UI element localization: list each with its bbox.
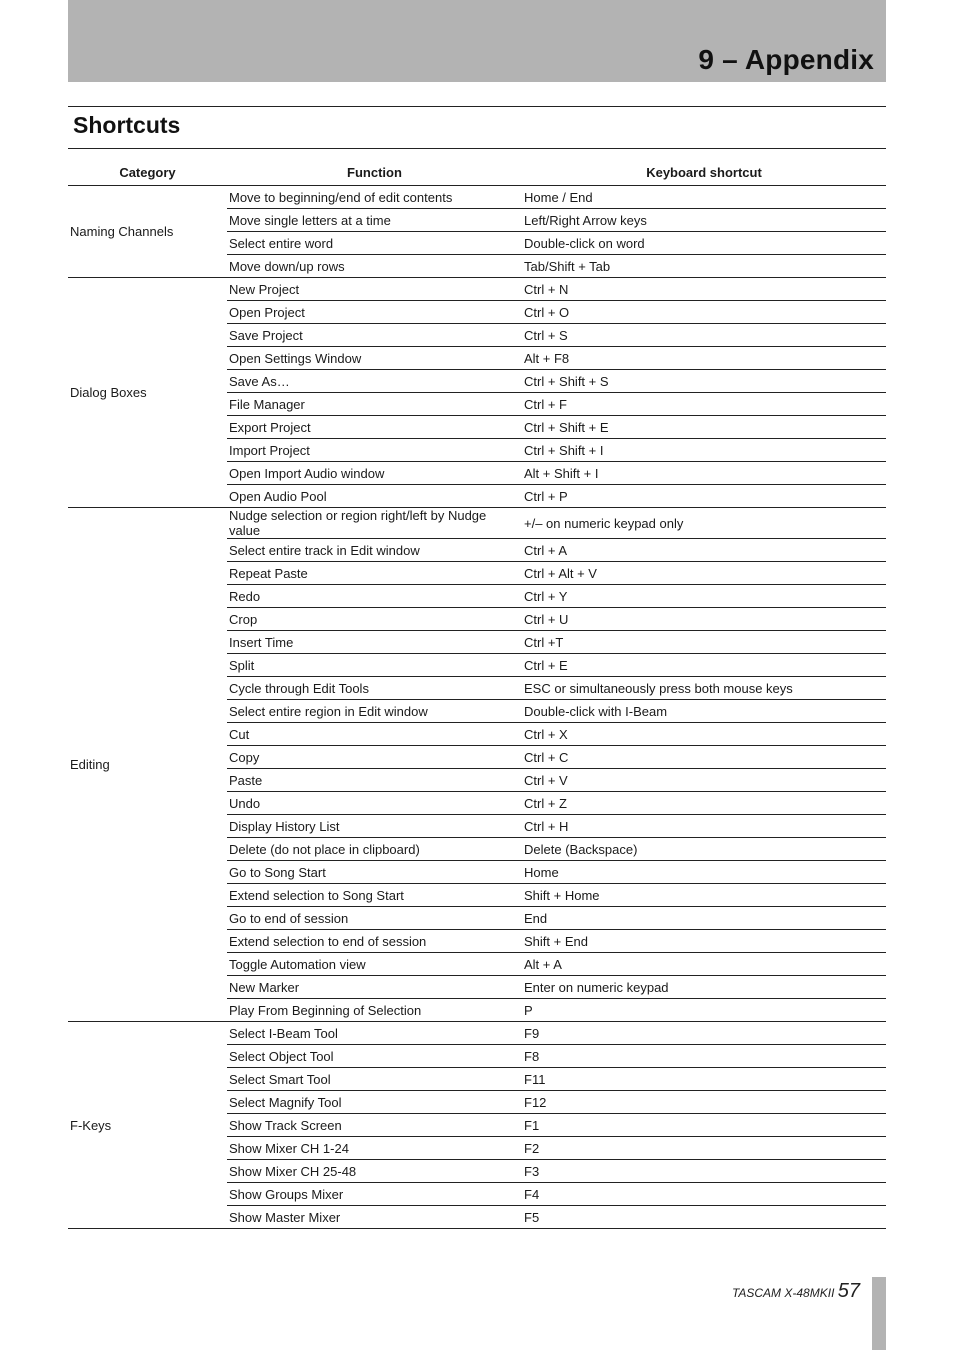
section-rule-top <box>68 106 886 107</box>
shortcut-cell: Ctrl + S <box>522 324 886 347</box>
function-cell: Cut <box>227 723 522 746</box>
function-cell: Extend selection to Song Start <box>227 884 522 907</box>
function-cell: Crop <box>227 608 522 631</box>
shortcut-cell: F3 <box>522 1160 886 1183</box>
shortcut-cell: Ctrl + N <box>522 278 886 301</box>
page-number: 57 <box>837 1280 860 1302</box>
shortcut-cell: Ctrl + E <box>522 654 886 677</box>
shortcut-cell: F2 <box>522 1137 886 1160</box>
function-cell: Repeat Paste <box>227 562 522 585</box>
function-cell: Select Smart Tool <box>227 1068 522 1091</box>
column-header-function: Function <box>227 160 522 186</box>
footer-product: TASCAM X-48MKII <box>731 1286 835 1300</box>
function-cell: Display History List <box>227 815 522 838</box>
table-body <box>68 186 886 1229</box>
function-cell: New Project <box>227 278 522 301</box>
shortcut-cell: Ctrl + A <box>522 539 886 562</box>
chapter-header-band <box>68 0 886 82</box>
column-header-category: Category <box>68 160 227 186</box>
shortcut-cell: Home <box>522 861 886 884</box>
section-rule-bottom <box>68 148 886 149</box>
function-cell: Cycle through Edit Tools <box>227 677 522 700</box>
function-cell: Play From Beginning of Selection <box>227 999 522 1022</box>
function-cell: Save Project <box>227 324 522 347</box>
shortcut-cell: Ctrl + F <box>522 393 886 416</box>
shortcut-cell: Ctrl + Shift + E <box>522 416 886 439</box>
shortcut-cell: Ctrl +T <box>522 631 886 654</box>
function-cell: Move single letters at a time <box>227 209 522 232</box>
shortcut-cell: P <box>522 999 886 1022</box>
shortcut-cell: End <box>522 907 886 930</box>
function-cell: Go to end of session <box>227 907 522 930</box>
function-cell: Select I-Beam Tool <box>227 1022 522 1045</box>
shortcut-cell: Ctrl + V <box>522 769 886 792</box>
function-cell: Split <box>227 654 522 677</box>
chapter-title: 9 – Appendix <box>698 44 874 75</box>
function-cell: New Marker <box>227 976 522 999</box>
table-header-row <box>68 160 886 186</box>
section-title: Shortcuts <box>73 112 181 138</box>
shortcut-cell: F4 <box>522 1183 886 1206</box>
function-cell: Go to Song Start <box>227 861 522 884</box>
function-cell: Show Mixer CH 1-24 <box>227 1137 522 1160</box>
shortcut-cell: Ctrl + O <box>522 301 886 324</box>
shortcut-cell: F8 <box>522 1045 886 1068</box>
shortcut-cell: ESC or simultaneously press both mouse keys <box>522 677 886 700</box>
function-cell: Export Project <box>227 416 522 439</box>
category-cell: Editing <box>68 508 227 1022</box>
function-cell: Import Project <box>227 439 522 462</box>
shortcut-cell: Ctrl + U <box>522 608 886 631</box>
function-cell: Select entire track in Edit window <box>227 539 522 562</box>
function-cell: Select entire region in Edit window <box>227 700 522 723</box>
column-header-shortcut: Keyboard shortcut <box>522 160 886 186</box>
shortcut-cell: Ctrl + H <box>522 815 886 838</box>
function-cell: Delete (do not place in clipboard) <box>227 838 522 861</box>
shortcut-cell: Ctrl + C <box>522 746 886 769</box>
function-cell: Extend selection to end of session <box>227 930 522 953</box>
shortcut-cell: Left/Right Arrow keys <box>522 209 886 232</box>
function-cell: Save As… <box>227 370 522 393</box>
function-cell: Insert Time <box>227 631 522 654</box>
table-row <box>68 278 886 301</box>
shortcut-cell: Alt + Shift + I <box>522 462 886 485</box>
table-row <box>68 186 886 209</box>
shortcut-cell: Ctrl + Y <box>522 585 886 608</box>
shortcut-cell: Ctrl + Alt + V <box>522 562 886 585</box>
shortcut-cell: Ctrl + Shift + S <box>522 370 886 393</box>
function-cell: Open Settings Window <box>227 347 522 370</box>
table-row <box>68 1022 886 1045</box>
shortcut-cell: F12 <box>522 1091 886 1114</box>
shortcut-cell: Ctrl + P <box>522 485 886 508</box>
category-cell: F-Keys <box>68 1022 227 1229</box>
shortcut-cell: Ctrl + Z <box>522 792 886 815</box>
function-cell: File Manager <box>227 393 522 416</box>
shortcut-cell: F9 <box>522 1022 886 1045</box>
function-cell: Redo <box>227 585 522 608</box>
shortcut-cell: Alt + F8 <box>522 347 886 370</box>
function-cell: Toggle Automation view <box>227 953 522 976</box>
shortcut-cell: Shift + Home <box>522 884 886 907</box>
function-cell: Copy <box>227 746 522 769</box>
shortcut-cell: Alt + A <box>522 953 886 976</box>
function-cell: Open Import Audio window <box>227 462 522 485</box>
function-cell: Nudge selection or region right/left by Nudge value <box>227 508 522 539</box>
shortcut-cell: Double-click with I-Beam <box>522 700 886 723</box>
shortcut-cell: F11 <box>522 1068 886 1091</box>
function-cell: Undo <box>227 792 522 815</box>
function-cell: Open Project <box>227 301 522 324</box>
function-cell: Show Groups Mixer <box>227 1183 522 1206</box>
shortcut-cell: Shift + End <box>522 930 886 953</box>
function-cell: Select entire word <box>227 232 522 255</box>
function-cell: Show Mixer CH 25-48 <box>227 1160 522 1183</box>
shortcuts-table <box>68 160 886 1229</box>
category-cell: Dialog Boxes <box>68 278 227 508</box>
function-cell: Select Object Tool <box>227 1045 522 1068</box>
function-cell: Show Master Mixer <box>227 1206 522 1229</box>
shortcut-cell: Ctrl + X <box>522 723 886 746</box>
shortcut-cell: F5 <box>522 1206 886 1229</box>
table-row <box>68 508 886 539</box>
shortcut-cell: +/– on numeric keypad only <box>522 508 886 539</box>
footer-tab-bar <box>872 1277 886 1350</box>
shortcut-cell: Tab/Shift + Tab <box>522 255 886 278</box>
shortcut-cell: Ctrl + Shift + I <box>522 439 886 462</box>
shortcut-cell: F1 <box>522 1114 886 1137</box>
function-cell: Show Track Screen <box>227 1114 522 1137</box>
function-cell: Paste <box>227 769 522 792</box>
shortcut-cell: Enter on numeric keypad <box>522 976 886 999</box>
category-cell: Naming Channels <box>68 186 227 278</box>
page-footer <box>732 1280 860 1303</box>
function-cell: Move to beginning/end of edit contents <box>227 186 522 209</box>
shortcut-cell: Delete (Backspace) <box>522 838 886 861</box>
shortcut-cell: Home / End <box>522 186 886 209</box>
function-cell: Move down/up rows <box>227 255 522 278</box>
function-cell: Select Magnify Tool <box>227 1091 522 1114</box>
shortcut-cell: Double-click on word <box>522 232 886 255</box>
function-cell: Open Audio Pool <box>227 485 522 508</box>
